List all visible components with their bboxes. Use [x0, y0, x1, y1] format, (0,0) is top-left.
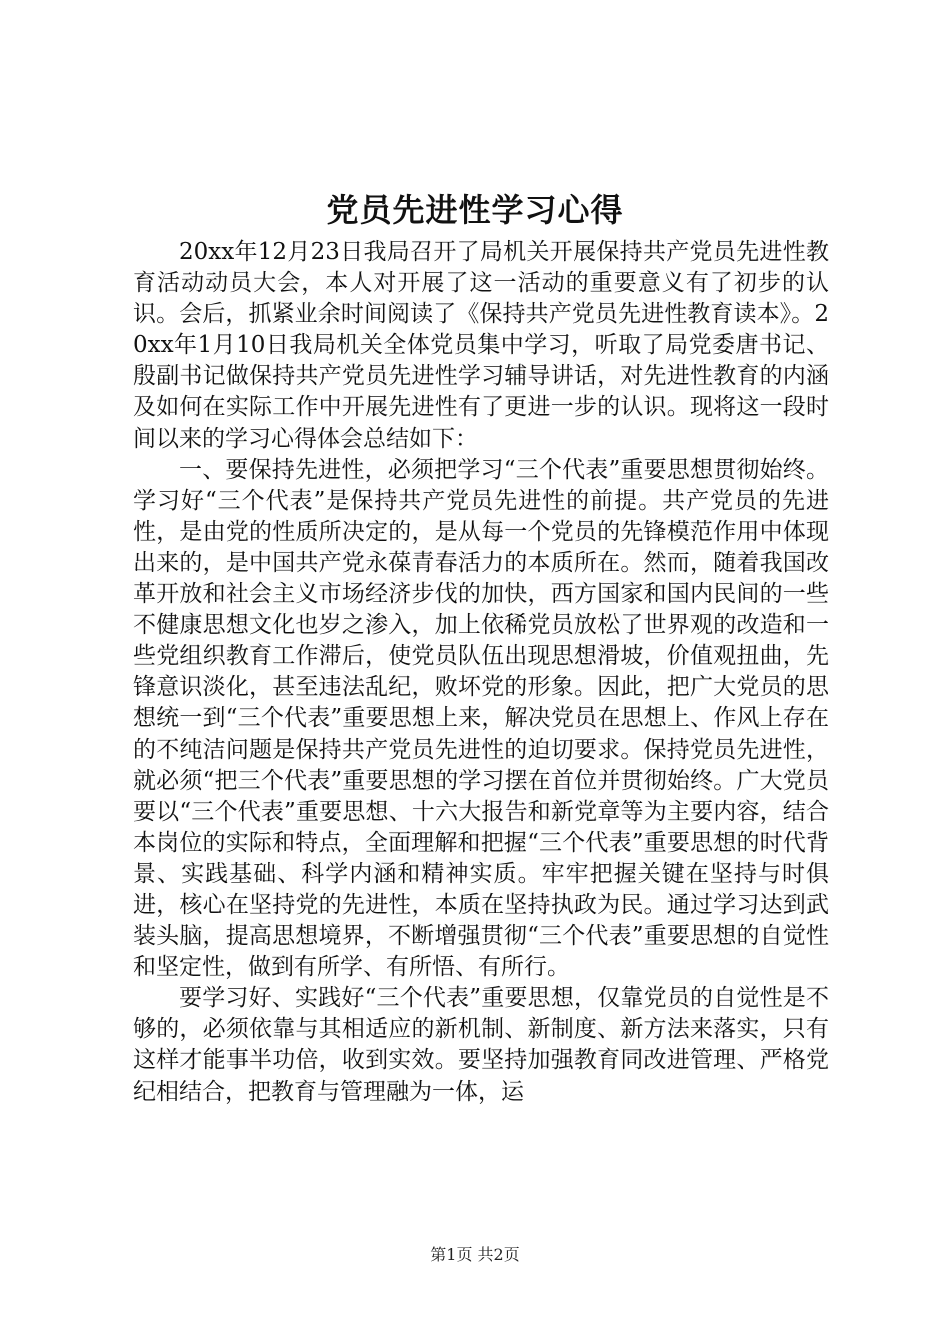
paragraph-section-one: 一、要保持先进性，必须把学习“三个代表”重要思想贯彻始终。学习好“三个代表”是保持共产党员先进性的前提。共产党员的先进性，是由党的性质所决定的，是从每一个党员的先锋模范作用中体现出来的，是中国共产党永葆青春活力的本质所在。然而，随着我国改革开放和社会主义市场经济步伐的加快，西方国家和国内民间的一些不健康思想文化也岁之渗入，加上依稀党员放松了世界观的改造和一些党组织教育工作滞后，使党员队伍出现思想滑坡，价值观扭曲，先锋意识淡化，甚至违法乱纪，败坏党的形象。因此，把广大党员的思想统一到“三个代表”重要思想上来，解决党员在思想上、作风上存在的不纯洁问题是保持共产党员先进性的迫切要求。保持党员先进性，就必须“把三个代表”重要思想的学习摆在首位并贯彻始终。广大党员要以“三个代表”重要思想、十六大报告和新党章等为主要内容，结合本岗位的实际和特点，全面理解和把握“三个代表”重要思想的时代背景、实践基础、科学内涵和精神实质。牢牢把握关键在坚持与时俱进，核心在坚持党的先进性，本质在坚持执政为民。通过学习达到武装头脑，提高思想境界，不断增强贯彻“三个代表”重要思想的自觉性和坚定性，做到有所学、有所悟、有所行。 [133, 456, 829, 981]
paragraph-intro: 20xx年12月23日我局召开了局机关开展保持共产党员先进性教育活动动员大会，本人对开展了这一活动的重要意义有了初步的认识。会后，抓紧业余时间阅读了《保持共产党员先进性教育读本》。20xx年1月10日我局机关全体党员集中学习，听取了局党委唐书记、殷副书记做保持共产党员先进性学习辅导讲话，对先进性教育的内涵及如何在实际工作中开展先进性有了更进一步的认识。现将这一段时间以来的学习心得体会总结如下： [133, 239, 829, 452]
paragraph-practice: 要学习好、实践好“三个代表”重要思想，仅靠党员的自觉性是不够的，必须依靠与其相适应的新机制、新制度、新方法来落实，只有这样才能事半功倍，收到实效。要坚持加强教育同改进管理、严格党纪相结合，把教育与管理融为一体，运 [133, 985, 829, 1105]
document-title: 党员先进性学习心得 [326, 191, 624, 229]
page-footer: 第1页 共2页 [430, 1245, 520, 1264]
document-body [133, 237, 829, 1108]
